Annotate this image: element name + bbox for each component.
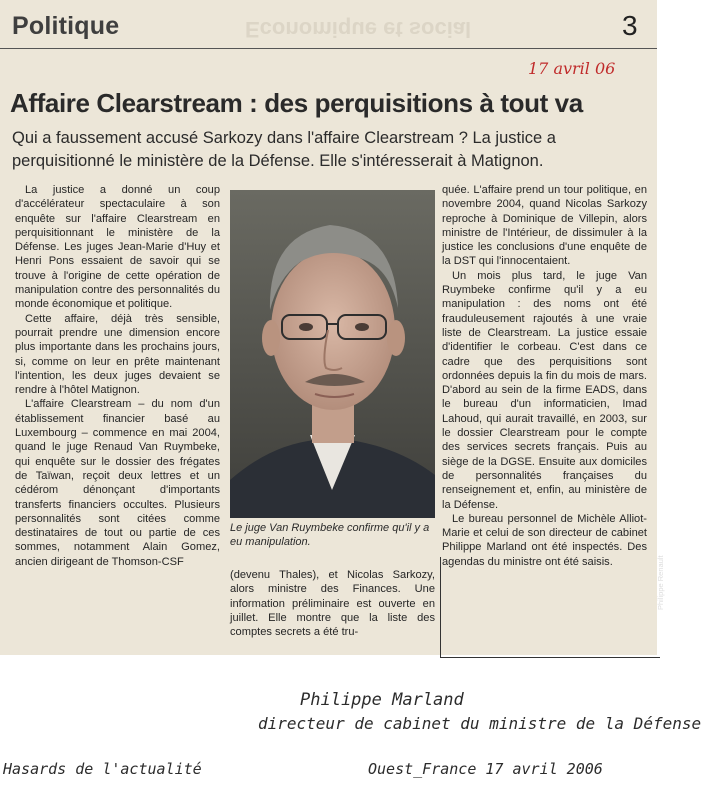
portrait-illustration (230, 190, 435, 518)
handwritten-source: Ouest_France 17 avril 2006 (368, 760, 603, 778)
paragraph: quée. L'affaire prend un tour politique, en novembre 2004, quand Nicolas Sarkozy reproche à Dominique de Villepin, alors ministre de l'Intérieur, de dissimuler à la justice les conclusions d'une enquête de la DST qui l'innocentaient. (442, 184, 647, 268)
page-number: 3 (622, 10, 638, 41)
highlight-frame-horizontal (440, 657, 660, 658)
paragraph: Un mois plus tard, le juge Van Ruymbeke confirme qu'il y a eu manipulation : des noms ont été frauduleusement rajoutés à une vraie liste de Clearstream. La justice essaie d'identifier le corbeau. C'est dans ce cadre que des perquisitions sont ordonnées depuis la fin du mois de mars. D'abord au sein de la firme EADS, dans le bureau d'un informaticien, Imad Lahoud, qui aurait travaillé, en 2003, sur le dossier Clearstream pour le compte des services secrets français. Puis au siège de la DGSE. Ensuite aux domiciles de personnalités françaises du renseignement et, enfin, au ministère de la Défense. (442, 269, 647, 511)
photo-credit: Philippe Renault (656, 555, 665, 610)
handwritten-role: directeur de cabinet du ministre de la Défense (258, 714, 701, 733)
lead-paragraph: Qui a faussement accusé Sarkozy dans l'affaire Clearstream ? La justice a perquisitionné le ministère de la Défense. Elle s'intéresserait à Matignon. (12, 129, 556, 170)
handwritten-date: 17 avril 06 (528, 59, 616, 78)
handwritten-note: Hasards de l'actualité (3, 760, 202, 778)
paragraph: Le bureau personnel de Michèle Alliot-Marie et celui de son directeur de cabinet Philippe Marland ont été inspectés. Des agendas du ministre ont été saisis. (442, 512, 647, 568)
show-through-text: Economique et social (245, 17, 472, 42)
paragraph: (devenu Thales), et Nicolas Sarkozy, alors ministre des Finances. Une information préliminaire est ouverte en juillet. Elle montre que la liste des comptes secrets a été tru- (230, 569, 435, 639)
column-3 (442, 183, 647, 569)
paragraph: La justice a donné un coup d'accélérateur spectaculaire à son enquête sur l'affaire Clearstream en perquisitionnant le ministère de la Défense. Les juges Jean-Marie d'Huy et Henri Pons essaient de savoir qui se trouve à l'origine de cette opération de manipulation contre des personnalités du monde économique et politique. (15, 184, 220, 311)
highlight-frame-vertical (440, 557, 441, 657)
header-rule (0, 48, 657, 49)
column-2 (230, 568, 435, 639)
column-1 (15, 183, 220, 569)
handwritten-name: Philippe Marland (300, 690, 464, 710)
section-title: Politique (12, 12, 120, 40)
headline: Affaire Clearstream : des perquisitions à tout va (10, 88, 583, 118)
paragraph: L'affaire Clearstream – du nom d'un établissement financier basé au Luxembourg – commence en mai 2004, quand le juge Renaud Van Ruymbeke, qui enquête sur le dossier des frégates de Taïwan, reçoit deux lettres et un cédérom dénonçant d'importants transferts financiers occultes. Plusieurs personnalités sont citées comme destinataires de tout ou partie de ces sommes, notamment Alain Gomez, ancien dirigeant de Thomson-CSF (15, 398, 220, 568)
photo-caption: Le juge Van Ruymbeke confirme qu'il y a eu manipulation. (230, 522, 430, 548)
paragraph: Cette affaire, déjà très sensible, pourrait prendre une dimension encore plus importante dans les prochains jours, si, comme on leur en prête maintenant l'intention, les deux juges devaient se rendre à l'hôtel Matignon. (15, 312, 220, 397)
